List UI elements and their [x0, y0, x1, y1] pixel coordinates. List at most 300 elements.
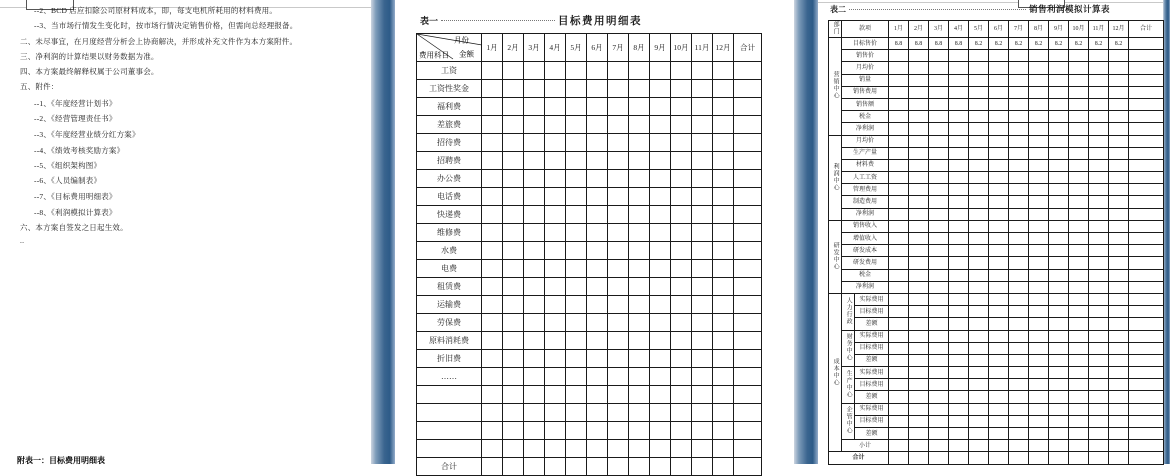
empty-cell [1029, 257, 1049, 269]
empty-cell [482, 440, 503, 458]
empty-cell [608, 278, 629, 296]
empty-cell [1029, 50, 1049, 62]
paragraph-line: --1、《年度经营计划书》 [34, 99, 117, 108]
empty-cell [545, 404, 566, 422]
profit-row-label: 净利润 [842, 281, 889, 293]
profit-total-row [829, 452, 1164, 464]
group-label: 营销中心 [832, 71, 839, 100]
page-2[interactable] [395, 0, 794, 471]
profit-row-label: 销量 [842, 74, 889, 86]
empty-cell [1109, 172, 1129, 184]
empty-cell [989, 428, 1009, 440]
profit-row [829, 50, 1164, 62]
profit-row [829, 196, 1164, 208]
empty-cell [545, 386, 566, 404]
profit-row-label: 销售价 [842, 50, 889, 62]
empty-cell [650, 458, 671, 476]
empty-cell [608, 314, 629, 332]
empty-cell [1089, 208, 1109, 220]
empty-cell [929, 233, 949, 245]
profit-row [829, 257, 1164, 269]
empty-cell [608, 206, 629, 224]
empty-cell [482, 260, 503, 278]
page-3[interactable] [818, 0, 1163, 464]
empty-cell [949, 269, 969, 281]
empty-cell [889, 147, 909, 159]
empty-cell [1109, 220, 1129, 232]
empty-cell [629, 170, 650, 188]
empty-cell [889, 257, 909, 269]
empty-cell [545, 278, 566, 296]
empty-cell [524, 62, 545, 80]
empty-cell [629, 188, 650, 206]
value-cell: 8.8 [949, 38, 969, 50]
empty-cell [566, 224, 587, 242]
empty-cell [629, 98, 650, 116]
empty-cell [587, 350, 608, 368]
empty-cell [929, 86, 949, 98]
profit-row-label: 目标售价 [842, 38, 889, 50]
empty-cell [545, 440, 566, 458]
empty-cell [1029, 135, 1049, 147]
empty-cell [1089, 159, 1109, 171]
empty-cell [1049, 220, 1069, 232]
empty-cell [713, 458, 734, 476]
empty-cell [909, 111, 929, 123]
empty-cell [1089, 269, 1109, 281]
empty-cell [671, 278, 692, 296]
empty-cell [734, 422, 762, 440]
profit-row [829, 86, 1164, 98]
empty-cell [1069, 330, 1089, 342]
expense-row [417, 242, 762, 260]
empty-cell [671, 188, 692, 206]
empty-cell [629, 386, 650, 404]
empty-cell [889, 415, 909, 427]
expense-row [417, 314, 762, 332]
empty-cell [545, 314, 566, 332]
empty-cell [713, 188, 734, 206]
empty-cell [969, 403, 989, 415]
empty-cell [989, 403, 1009, 415]
empty-cell [949, 111, 969, 123]
empty-cell [909, 403, 929, 415]
empty-cell [1089, 354, 1109, 366]
total-header: 合计 [1129, 21, 1164, 38]
empty-cell [1029, 245, 1049, 257]
empty-cell [671, 440, 692, 458]
empty-cell [949, 354, 969, 366]
empty-cell [713, 440, 734, 458]
month-header: 11月 [692, 34, 713, 62]
empty-cell [692, 80, 713, 98]
empty-cell [713, 224, 734, 242]
empty-cell [1089, 391, 1109, 403]
empty-cell [1069, 147, 1089, 159]
empty-cell [1129, 147, 1164, 159]
empty-cell [524, 188, 545, 206]
empty-cell [734, 278, 762, 296]
empty-cell [969, 318, 989, 330]
empty-cell [1069, 74, 1089, 86]
empty-cell [1069, 293, 1089, 305]
empty-cell [1089, 86, 1109, 98]
empty-cell [524, 404, 545, 422]
empty-cell [671, 458, 692, 476]
total-row-label: 合计 [417, 458, 482, 476]
empty-cell [889, 269, 909, 281]
empty-cell [608, 134, 629, 152]
page-1[interactable] [0, 0, 371, 464]
empty-cell [1009, 415, 1029, 427]
empty-cell [1049, 74, 1069, 86]
empty-cell [969, 379, 989, 391]
profit-row [829, 330, 1164, 342]
empty-cell [671, 206, 692, 224]
empty-cell [587, 440, 608, 458]
empty-cell [929, 196, 949, 208]
empty-cell [1109, 245, 1129, 257]
empty-cell [1129, 269, 1164, 281]
empty-cell [969, 342, 989, 354]
empty-cell [949, 440, 969, 452]
empty-cell [1029, 330, 1049, 342]
empty-cell [1089, 281, 1109, 293]
empty-cell [1049, 354, 1069, 366]
empty-cell [608, 260, 629, 278]
empty-cell [949, 379, 969, 391]
empty-cell [989, 220, 1009, 232]
profit-row [829, 38, 1164, 50]
profit-table-title-bar [830, 3, 1163, 15]
month-header: 4月 [949, 21, 969, 38]
empty-cell [587, 314, 608, 332]
dotted-leader [849, 9, 1026, 10]
month-header: 9月 [1049, 21, 1069, 38]
empty-cell [545, 422, 566, 440]
expense-row [417, 386, 762, 404]
empty-cell [1049, 196, 1069, 208]
empty-cell [889, 123, 909, 135]
empty-cell [545, 296, 566, 314]
empty-cell [503, 422, 524, 440]
empty-cell [1069, 50, 1089, 62]
empty-cell [629, 422, 650, 440]
empty-cell [566, 242, 587, 260]
month-header: 11月 [1089, 21, 1109, 38]
empty-cell [889, 293, 909, 305]
empty-cell [734, 332, 762, 350]
empty-cell [587, 368, 608, 386]
month-header: 6月 [587, 34, 608, 62]
empty-cell [608, 404, 629, 422]
empty-cell [909, 123, 929, 135]
empty-cell [1069, 123, 1089, 135]
empty-cell [1009, 74, 1029, 86]
empty-cell [1049, 281, 1069, 293]
empty-cell [1009, 159, 1029, 171]
empty-cell [909, 440, 929, 452]
empty-cell [1029, 391, 1049, 403]
expense-row-label [417, 404, 482, 422]
empty-cell [889, 233, 909, 245]
expense-row-label [417, 422, 482, 440]
empty-cell [482, 368, 503, 386]
empty-cell [482, 296, 503, 314]
empty-cell [650, 332, 671, 350]
empty-cell [566, 152, 587, 170]
empty-cell [989, 74, 1009, 86]
profit-row [829, 135, 1164, 147]
profit-table-label: 表二 [830, 4, 846, 14]
empty-cell [1089, 342, 1109, 354]
empty-cell [482, 278, 503, 296]
empty-cell [545, 80, 566, 98]
empty-cell [1009, 354, 1029, 366]
empty-cell [608, 242, 629, 260]
group-label-cell [829, 38, 842, 136]
empty-cell [929, 269, 949, 281]
empty-cell [929, 98, 949, 110]
empty-cell [734, 188, 762, 206]
empty-cell [482, 314, 503, 332]
expense-row [417, 224, 762, 242]
empty-cell [1069, 269, 1089, 281]
empty-cell [889, 354, 909, 366]
empty-cell [1029, 233, 1049, 245]
expense-header-row [417, 34, 762, 62]
value-cell: 8.8 [889, 38, 909, 50]
empty-cell [608, 386, 629, 404]
empty-cell [929, 147, 949, 159]
empty-cell [650, 62, 671, 80]
header-item: 款项 [842, 21, 889, 38]
empty-cell [482, 404, 503, 422]
page-1-footer-title: 附表一：目标费用明细表 [17, 456, 105, 465]
empty-cell [1089, 123, 1109, 135]
month-header: 8月 [1029, 21, 1049, 38]
empty-cell [969, 62, 989, 74]
empty-cell [566, 386, 587, 404]
empty-cell [889, 318, 909, 330]
empty-cell [608, 296, 629, 314]
empty-cell [929, 306, 949, 318]
empty-cell [1049, 452, 1069, 464]
empty-cell [949, 172, 969, 184]
empty-cell [1009, 403, 1029, 415]
empty-cell [692, 440, 713, 458]
empty-cell [608, 440, 629, 458]
profit-row-label: 净利润 [842, 208, 889, 220]
profit-row-label: 月均价 [842, 62, 889, 74]
empty-cell [587, 134, 608, 152]
empty-cell [1089, 452, 1109, 464]
empty-cell [650, 260, 671, 278]
profit-row [829, 391, 1164, 403]
empty-cell [989, 184, 1009, 196]
empty-cell [566, 260, 587, 278]
empty-cell [1049, 245, 1069, 257]
profit-row-label: 差额 [855, 318, 889, 330]
empty-cell [1009, 147, 1029, 159]
empty-cell [524, 296, 545, 314]
empty-cell [909, 428, 929, 440]
page-gutter-right [794, 0, 818, 464]
empty-cell [889, 98, 909, 110]
empty-cell [1129, 415, 1164, 427]
empty-cell [545, 116, 566, 134]
empty-cell [989, 342, 1009, 354]
empty-cell [1009, 318, 1029, 330]
empty-cell [1109, 440, 1129, 452]
empty-cell [1049, 440, 1069, 452]
profit-row [829, 245, 1164, 257]
empty-cell [650, 278, 671, 296]
expense-row-label: 招待费 [417, 134, 482, 152]
expense-row [417, 332, 762, 350]
empty-cell [909, 318, 929, 330]
expense-row [417, 80, 762, 98]
empty-cell [989, 281, 1009, 293]
empty-cell [650, 350, 671, 368]
empty-cell [1089, 184, 1109, 196]
empty-cell [734, 134, 762, 152]
profit-row [829, 172, 1164, 184]
empty-cell [566, 170, 587, 188]
empty-cell [524, 440, 545, 458]
empty-cell [545, 152, 566, 170]
empty-cell [1029, 269, 1049, 281]
empty-cell [989, 415, 1009, 427]
expense-row [417, 440, 762, 458]
empty-cell [1049, 415, 1069, 427]
empty-cell [566, 440, 587, 458]
empty-cell [909, 415, 929, 427]
profit-row [829, 123, 1164, 135]
empty-cell [629, 440, 650, 458]
empty-cell [1069, 440, 1089, 452]
empty-cell [629, 206, 650, 224]
empty-cell [909, 220, 929, 232]
empty-cell [1049, 391, 1069, 403]
empty-cell [949, 245, 969, 257]
paragraph-line: --7、《目标费用明细表》 [34, 192, 117, 201]
empty-cell [909, 233, 929, 245]
subgroup-label-cell [842, 293, 855, 330]
empty-cell [929, 111, 949, 123]
empty-cell [608, 458, 629, 476]
empty-cell [734, 314, 762, 332]
vertical-text: 部门 [832, 21, 839, 35]
empty-cell [608, 80, 629, 98]
empty-cell [587, 242, 608, 260]
empty-cell [1089, 318, 1109, 330]
empty-cell [650, 440, 671, 458]
empty-cell [713, 314, 734, 332]
profit-row [829, 208, 1164, 220]
empty-cell [734, 116, 762, 134]
profit-row-label: 材料费 [842, 159, 889, 171]
value-cell: 8.2 [1049, 38, 1069, 50]
empty-cell [949, 342, 969, 354]
empty-cell [1009, 123, 1029, 135]
empty-cell [989, 50, 1009, 62]
empty-cell [713, 62, 734, 80]
empty-cell [1069, 86, 1089, 98]
empty-cell [1049, 428, 1069, 440]
empty-cell [909, 293, 929, 305]
empty-cell [650, 206, 671, 224]
profit-row-label: 销售费用 [842, 86, 889, 98]
empty-cell [671, 170, 692, 188]
empty-cell [1069, 403, 1089, 415]
empty-cell [566, 314, 587, 332]
empty-cell [1089, 415, 1109, 427]
empty-cell [587, 332, 608, 350]
empty-cell [734, 206, 762, 224]
empty-cell [524, 80, 545, 98]
empty-cell [1089, 111, 1109, 123]
empty-cell [1089, 330, 1109, 342]
empty-cell [566, 134, 587, 152]
empty-cell [1129, 318, 1164, 330]
month-header: 1月 [889, 21, 909, 38]
expense-row-label [417, 386, 482, 404]
expense-row [417, 98, 762, 116]
empty-cell [929, 123, 949, 135]
empty-cell [949, 281, 969, 293]
empty-cell [949, 86, 969, 98]
empty-cell [608, 422, 629, 440]
empty-cell [1049, 135, 1069, 147]
expense-total-row [417, 458, 762, 476]
empty-cell [545, 134, 566, 152]
empty-cell [969, 172, 989, 184]
empty-cell [1029, 62, 1049, 74]
empty-cell [1089, 257, 1109, 269]
empty-cell [1049, 367, 1069, 379]
empty-cell [1009, 330, 1029, 342]
month-header: 8月 [629, 34, 650, 62]
empty-cell [587, 458, 608, 476]
empty-cell [608, 224, 629, 242]
empty-cell [909, 354, 929, 366]
empty-cell [929, 135, 949, 147]
empty-cell [1009, 257, 1029, 269]
group-label: 成本中心 [832, 357, 839, 386]
empty-cell [566, 62, 587, 80]
empty-cell [909, 208, 929, 220]
empty-cell [969, 220, 989, 232]
empty-cell [1049, 50, 1069, 62]
empty-cell [650, 422, 671, 440]
empty-cell [692, 350, 713, 368]
empty-cell [671, 368, 692, 386]
empty-cell [587, 278, 608, 296]
empty-cell [1129, 293, 1164, 305]
empty-cell [989, 135, 1009, 147]
empty-cell [482, 152, 503, 170]
empty-cell [949, 391, 969, 403]
empty-cell [1009, 233, 1029, 245]
empty-cell [989, 257, 1009, 269]
empty-cell [524, 98, 545, 116]
profit-row-label: 月均价 [842, 135, 889, 147]
empty-cell [969, 135, 989, 147]
empty-cell [1049, 184, 1069, 196]
empty-cell [1109, 367, 1129, 379]
empty-cell [1089, 172, 1109, 184]
